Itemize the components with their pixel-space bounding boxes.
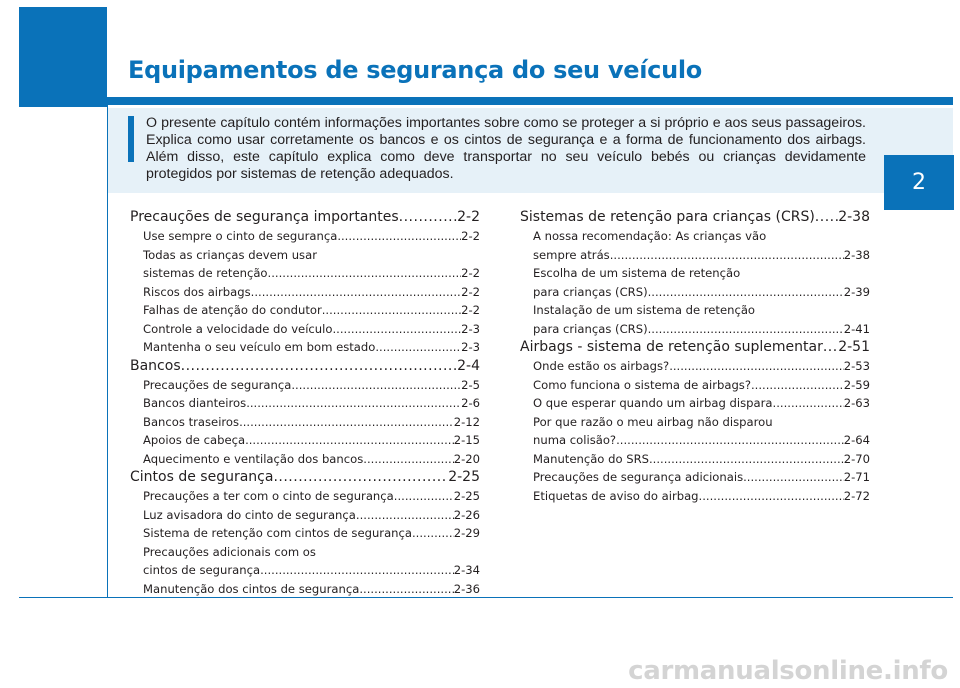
- toc-item: [130, 246, 480, 283]
- toc-item-entry[interactable]: [143, 320, 480, 339]
- toc-item-entry[interactable]: [143, 561, 480, 580]
- toc-page-number: 2-41: [843, 321, 870, 336]
- header-color-block: [19, 7, 107, 107]
- toc-item: [130, 431, 480, 450]
- toc-entry-label: Bancos dianteiros: [143, 396, 247, 410]
- toc-item-entry[interactable]: [143, 283, 480, 302]
- toc-item: [130, 580, 480, 599]
- toc-item: [130, 506, 480, 525]
- toc-page-number: 2-2: [457, 209, 480, 225]
- toc-entry-label: Use sempre o cinto de segurança: [143, 229, 338, 243]
- toc-page-number: 2-36: [453, 581, 480, 596]
- toc-item: [520, 394, 870, 413]
- toc-page-number: 2-2: [461, 229, 480, 243]
- toc-entry-label: Mantenha o seu veículo em bom estado: [143, 340, 376, 354]
- toc-entry-label: Apoios de cabeça: [143, 433, 246, 447]
- toc-entry-label: Manutenção do SRS: [533, 451, 649, 466]
- toc-item-entry[interactable]: [533, 320, 870, 339]
- toc-leader-dots: [610, 246, 844, 265]
- toc-page-number: 2-4: [457, 357, 480, 374]
- chapter-tab[interactable]: [884, 155, 954, 210]
- toc-entry-label: Como funciona o sistema de airbags?: [533, 377, 751, 392]
- toc-page-number: 2-72: [843, 488, 870, 503]
- toc-item: [130, 283, 480, 302]
- toc-item-line: Precauções adicionais com os: [143, 544, 316, 559]
- toc-item-entry[interactable]: [143, 264, 480, 283]
- toc-entry-label: Falhas de atenção do condutor: [143, 303, 322, 317]
- toc-item-entry[interactable]: [143, 394, 480, 413]
- toc-leader-dots: [356, 506, 454, 525]
- toc-page-number: 2-70: [843, 451, 870, 466]
- toc-page-number: 2-39: [843, 284, 870, 299]
- toc-page-number: 2-15: [453, 433, 480, 447]
- toc-leader-dots: [268, 264, 462, 283]
- intro-paragraph: O presente capítulo contém informações importantes sobre como se proteger a si próprio e aos seus passageiros. Explica como usar corretamente os bancos e os cintos de segurança e a forma de funcionamento dos airbags. Além disso, este capítulo explica como deve transportar no seu veículo bebés ou crianças devidamente protegidos por sistemas de retenção adequados.: [146, 115, 866, 182]
- toc-item: [520, 468, 870, 487]
- toc-page-number: 2-34: [453, 563, 480, 577]
- toc-item-entry[interactable]: [143, 227, 480, 246]
- toc-leader-dots: [648, 283, 844, 302]
- toc-entry-label: Precauções de segurança: [143, 377, 292, 392]
- toc-leader-dots: [616, 431, 844, 450]
- toc-item-entry[interactable]: [533, 246, 870, 265]
- toc-item-line: Por que razão o meu airbag não disparou: [533, 414, 773, 429]
- toc-item-entry[interactable]: [533, 431, 870, 450]
- toc-item: [520, 450, 870, 469]
- toc-leader-dots: [823, 339, 838, 356]
- toc-item-entry[interactable]: [143, 524, 480, 543]
- toc-item: [130, 301, 480, 320]
- toc-leader-dots: [322, 301, 461, 320]
- toc-entry-label: numa colisão?: [533, 433, 617, 447]
- toc-leader-dots: [773, 394, 844, 413]
- toc-leader-dots: [669, 357, 844, 376]
- toc-item-entry[interactable]: [143, 338, 480, 357]
- toc-leader-dots: [699, 487, 844, 506]
- toc-item-line: Instalação de um sistema de retenção: [533, 303, 756, 317]
- toc-leader-dots: [273, 469, 448, 486]
- toc-item: [130, 338, 480, 357]
- toc-entry-label: Luz avisadora do cinto de segurança: [143, 507, 356, 522]
- toc-entry-label: Sistemas de retenção para crianças (CRS): [520, 209, 815, 225]
- toc-item-entry[interactable]: [143, 301, 480, 320]
- toc-item: [130, 320, 480, 339]
- toc-entry-label: Manutenção dos cintos de segurança: [143, 581, 360, 596]
- toc-page-number: 2-71: [843, 470, 870, 484]
- intro-accent-bar: [128, 116, 134, 162]
- toc-item: [130, 524, 480, 543]
- toc-leader-dots: [337, 227, 461, 246]
- toc-item: [520, 413, 870, 450]
- toc-entry-label: cintos de segurança: [143, 563, 261, 577]
- toc-item-entry[interactable]: [533, 468, 870, 487]
- toc-entry-label: Aquecimento e ventilação dos bancos: [143, 451, 364, 466]
- toc-item: [130, 376, 480, 395]
- toc-leader-dots: [260, 561, 454, 580]
- toc-entry-label: Airbags - sistema de retenção suplementar: [520, 339, 823, 355]
- toc-entry-label: Sistema de retenção com cintos de segurança: [143, 526, 412, 540]
- toc-page-number: 2-20: [453, 451, 480, 466]
- toc-entry-label: Precauções de segurança importantes: [130, 209, 399, 225]
- toc-section: [130, 358, 480, 469]
- toc-leader-dots: [291, 376, 461, 395]
- toc-leader-dots: [359, 580, 453, 599]
- toc-entry-label: Bancos traseiros: [143, 414, 240, 429]
- toc-item-entry[interactable]: [143, 376, 480, 395]
- toc-page-number: 2-25: [448, 469, 480, 485]
- toc-page-number: 2-3: [461, 340, 480, 354]
- toc-page-number: 2-38: [843, 247, 870, 262]
- toc-section: [130, 469, 480, 598]
- toc-item: [130, 394, 480, 413]
- toc-item-entry[interactable]: [143, 450, 480, 469]
- toc-page-number: 2-2: [461, 303, 480, 317]
- toc-leader-dots: [399, 209, 457, 226]
- toc-leader-dots: [394, 487, 454, 506]
- toc-leader-dots: [246, 394, 461, 413]
- toc-page-number: 2-38: [838, 209, 870, 225]
- toc-item-line: A nossa recomendação: As crianças vão: [533, 229, 767, 243]
- toc-page-number: 2-59: [843, 377, 870, 392]
- toc-leader-dots: [412, 524, 454, 543]
- toc-item-entry[interactable]: [533, 283, 870, 302]
- toc-item-line: Escolha de um sistema de retenção: [533, 266, 741, 280]
- toc-item-entry[interactable]: [143, 413, 480, 432]
- toc-page-number: 2-6: [461, 396, 480, 410]
- toc-leader-dots: [245, 431, 454, 450]
- toc-page-number: 2-2: [461, 284, 480, 299]
- toc-entry-label: Etiquetas de aviso do airbag: [533, 488, 699, 503]
- toc-leader-dots: [815, 209, 838, 226]
- toc-section-heading[interactable]: [130, 209, 480, 226]
- toc-leader-dots: [251, 283, 461, 302]
- toc-leader-dots: [648, 320, 844, 339]
- toc-item-entry[interactable]: [143, 506, 480, 525]
- toc-item-entry[interactable]: [143, 431, 480, 450]
- toc-column-right: [520, 209, 870, 506]
- toc-item: [520, 301, 870, 338]
- toc-entry-label: O que esperar quando um airbag dispara: [533, 396, 773, 410]
- toc-page-number: 2-12: [453, 414, 480, 429]
- toc-section: [130, 209, 480, 357]
- toc-item-entry[interactable]: [533, 487, 870, 506]
- toc-leader-dots: [239, 413, 454, 432]
- toc-section-heading[interactable]: [130, 358, 480, 375]
- toc-item: [130, 227, 480, 246]
- toc-page-number: 2-5: [461, 377, 480, 392]
- toc-section-heading[interactable]: [520, 339, 870, 356]
- toc-item-entry[interactable]: [533, 394, 870, 413]
- toc-page-number: 2-53: [843, 359, 870, 373]
- page-title: Equipamentos de segurança do seu veículo: [128, 56, 702, 84]
- toc-item-line: Todas as crianças devem usar: [143, 247, 317, 262]
- toc-entry-label: Cintos de segurança: [130, 469, 274, 485]
- toc-page-number: 2-29: [453, 526, 480, 540]
- toc-page-number: 2-2: [461, 266, 480, 280]
- toc-item: [130, 450, 480, 469]
- toc-page-number: 2-3: [461, 321, 480, 336]
- toc-section: [520, 339, 870, 505]
- toc-column-left: [130, 209, 480, 599]
- toc-entry-label: sistemas de retenção: [143, 266, 268, 280]
- toc-entry-label: Controle a velocidade do veículo: [143, 321, 333, 336]
- chapter-number: 2: [912, 170, 926, 195]
- toc-section-heading[interactable]: [520, 209, 870, 226]
- toc-leader-dots: [649, 450, 844, 469]
- toc-item: [520, 376, 870, 395]
- toc-page-number: 2-51: [838, 339, 870, 355]
- toc-entry-label: Riscos dos airbags: [143, 284, 251, 299]
- toc-item: [130, 487, 480, 506]
- toc-item: [520, 227, 870, 264]
- toc-entry-label: Bancos: [130, 357, 181, 374]
- toc-entry-label: para crianças (CRS): [533, 321, 648, 336]
- toc-item: [520, 357, 870, 376]
- toc-page-number: 2-64: [843, 433, 870, 447]
- toc-leader-dots: [751, 376, 844, 395]
- toc-page-number: 2-63: [843, 396, 870, 410]
- toc-item-entry[interactable]: [143, 487, 480, 506]
- toc-section-heading[interactable]: [130, 469, 480, 486]
- toc-item: [130, 543, 480, 580]
- toc-section: [520, 209, 870, 338]
- toc-entry-label: Precauções de segurança adicionais: [533, 470, 744, 484]
- toc-leader-dots: [743, 468, 844, 487]
- toc-entry-label: Onde estão os airbags?: [533, 359, 670, 373]
- toc-leader-dots: [375, 338, 461, 357]
- toc-page-number: 2-25: [453, 489, 480, 503]
- watermark-text: carmanualsonline.info: [628, 656, 948, 686]
- toc-item: [130, 413, 480, 432]
- toc-entry-label: Precauções a ter com o cinto de segurança: [143, 489, 394, 503]
- toc-entry-label: sempre atrás: [533, 247, 610, 262]
- toc-item-entry[interactable]: [533, 450, 870, 469]
- title-underline: [107, 97, 953, 105]
- toc-leader-dots: [181, 358, 458, 375]
- toc-page-number: 2-26: [453, 507, 480, 522]
- toc-item: [520, 487, 870, 506]
- toc-item: [520, 264, 870, 301]
- toc-entry-label: para crianças (CRS): [533, 284, 648, 299]
- toc-leader-dots: [363, 450, 453, 469]
- toc-item-entry[interactable]: [533, 376, 870, 395]
- toc-item-entry[interactable]: [143, 580, 480, 599]
- toc-leader-dots: [332, 320, 461, 339]
- toc-item-entry[interactable]: [533, 357, 870, 376]
